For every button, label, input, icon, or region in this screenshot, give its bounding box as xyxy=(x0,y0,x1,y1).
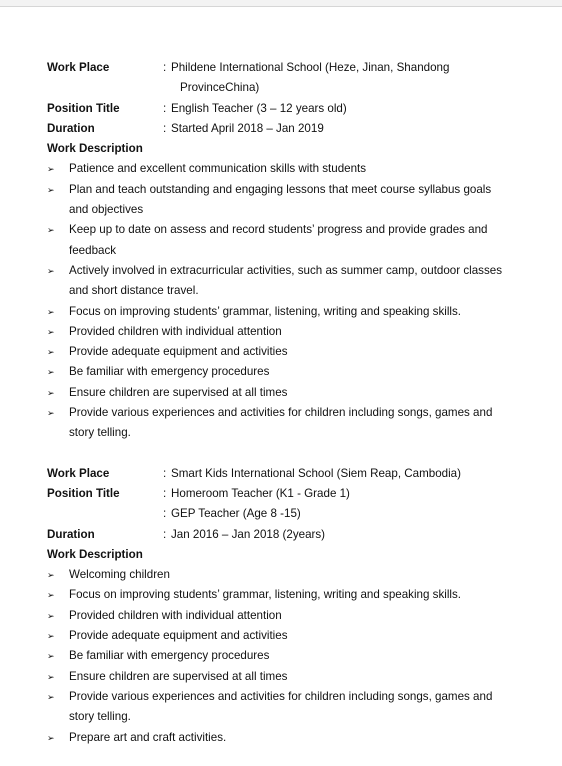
duration-value: Jan 2016 – Jan 2018 (2years) xyxy=(171,527,326,541)
colon: : xyxy=(163,527,167,541)
duration-label: Duration xyxy=(47,527,95,541)
duration-label: Duration xyxy=(47,121,95,135)
list-item: ➢ Keep up to date on assess and record students’ progress and provide grades and feedback xyxy=(47,220,517,261)
arrow-bullet-icon: ➢ xyxy=(47,347,55,358)
position-title-row xyxy=(47,484,517,504)
list-item: ➢ Prepare art and craft activities. xyxy=(47,728,517,748)
arrow-bullet-icon: ➢ xyxy=(47,631,55,642)
list-item: ➢ Be familiar with emergency procedures xyxy=(47,646,517,666)
arrow-bullet-icon: ➢ xyxy=(47,651,55,662)
list-item: ➢ Provided children with individual attention xyxy=(47,606,517,626)
position-title-value-2: GEP Teacher (Age 8 -15) xyxy=(171,507,301,521)
arrow-bullet-icon: ➢ xyxy=(47,265,55,276)
arrow-bullet-icon: ➢ xyxy=(47,367,55,378)
work-description-heading: Work Description xyxy=(47,142,143,156)
list-item: ➢ Plan and teach outstanding and engaging lessons that meet course syllabus goals and objectives xyxy=(47,180,517,221)
section-spacer xyxy=(47,444,517,464)
list-item: ➢ Focus on improving students’ grammar, listening, writing and speaking skills. xyxy=(47,302,517,322)
work-place-label: Work Place xyxy=(47,61,110,74)
window-top-border xyxy=(0,0,562,7)
list-item: ➢ Provide adequate equipment and activities xyxy=(47,626,517,646)
list-item: ➢ Patience and excellent communication skills with students xyxy=(47,159,517,179)
arrow-bullet-icon: ➢ xyxy=(47,326,55,337)
job-entry-2 xyxy=(47,464,517,748)
arrow-bullet-icon: ➢ xyxy=(47,164,55,175)
arrow-bullet-icon: ➢ xyxy=(47,610,55,621)
arrow-bullet-icon: ➢ xyxy=(47,184,55,195)
job-entry-1 xyxy=(47,58,517,444)
list-item: ➢ Provide adequate equipment and activities xyxy=(47,342,517,362)
work-description-list xyxy=(47,159,517,443)
list-item: ➢ Actively involved in extracurricular activities, such as summer camp, outdoor classes and short distance travel. xyxy=(47,261,517,302)
work-description-heading: Work Description xyxy=(47,547,143,561)
colon: : xyxy=(163,486,167,500)
work-place-value-continued: ProvinceChina) xyxy=(180,81,260,95)
list-item: ➢ Ensure children are supervised at all times xyxy=(47,667,517,687)
colon: : xyxy=(163,121,167,135)
arrow-bullet-icon: ➢ xyxy=(47,306,55,317)
list-item: ➢ Provide various experiences and activities for children including songs, games and story telling. xyxy=(47,687,517,728)
colon: : xyxy=(163,466,167,480)
duration-row xyxy=(47,525,517,545)
position-title-label: Position Title xyxy=(47,486,120,500)
position-title-label: Position Title xyxy=(47,101,120,115)
work-place-value: Smart Kids International School (Siem Reap, Cambodia) xyxy=(171,466,461,480)
list-item: ➢ Be familiar with emergency procedures xyxy=(47,362,517,382)
arrow-bullet-icon: ➢ xyxy=(47,225,55,236)
work-place-row xyxy=(47,464,517,484)
position-title-row xyxy=(47,99,517,119)
colon: : xyxy=(163,61,167,74)
list-item: ➢ Ensure children are supervised at all times xyxy=(47,383,517,403)
resume-document xyxy=(47,58,517,748)
arrow-bullet-icon: ➢ xyxy=(47,387,55,398)
arrow-bullet-icon: ➢ xyxy=(47,671,55,682)
colon: : xyxy=(163,507,167,521)
list-item: ➢ Welcoming children xyxy=(47,565,517,585)
work-place-value: Phildene International School (Heze, Jinan, Shandong xyxy=(171,61,450,74)
list-item: ➢ Provide various experiences and activities for children including songs, games and story telling. xyxy=(47,403,517,444)
arrow-bullet-icon: ➢ xyxy=(47,408,55,419)
work-place-continuation-row xyxy=(47,78,517,98)
work-place-row xyxy=(47,58,517,78)
position-title-row-2 xyxy=(47,504,517,524)
duration-row xyxy=(47,119,517,139)
arrow-bullet-icon: ➢ xyxy=(47,691,55,702)
arrow-bullet-icon: ➢ xyxy=(47,732,55,743)
arrow-bullet-icon: ➢ xyxy=(47,590,55,601)
arrow-bullet-icon: ➢ xyxy=(47,570,55,581)
colon: : xyxy=(163,101,167,115)
list-item: ➢ Focus on improving students’ grammar, listening, writing and speaking skills. xyxy=(47,585,517,605)
position-title-value: English Teacher (3 – 12 years old) xyxy=(171,101,347,115)
work-place-label: Work Place xyxy=(47,466,110,480)
work-description-list xyxy=(47,565,517,748)
list-item: ➢ Provided children with individual attention xyxy=(47,322,517,342)
position-title-value: Homeroom Teacher (K1 - Grade 1) xyxy=(171,486,350,500)
duration-value: Started April 2018 – Jan 2019 xyxy=(171,121,324,135)
